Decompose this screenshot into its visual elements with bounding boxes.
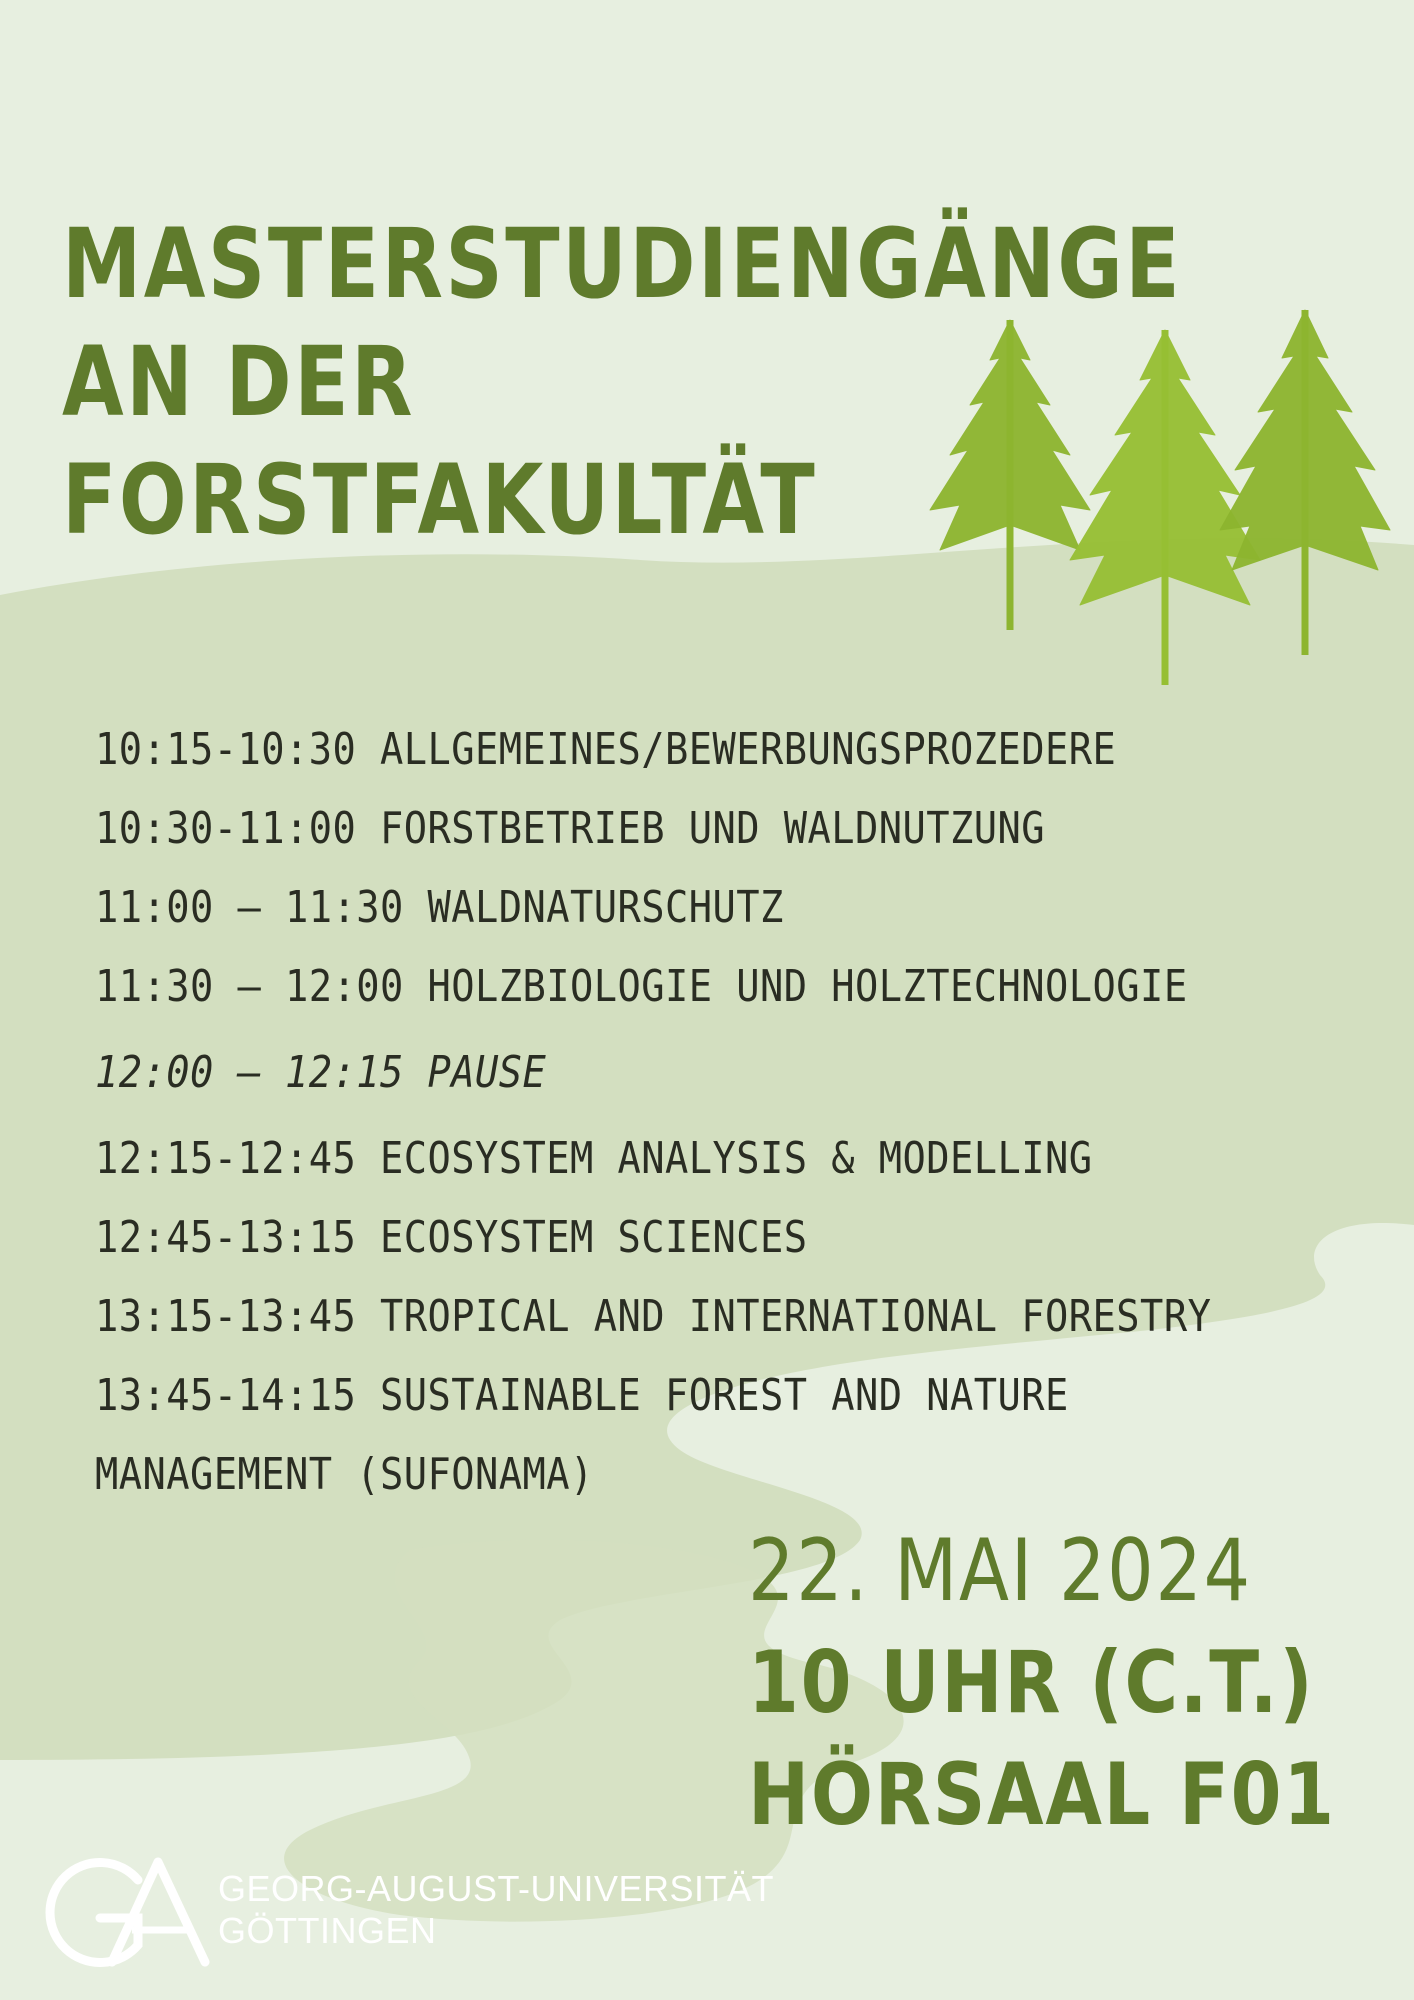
event-room: HÖRSAAL F01 — [748, 1745, 1336, 1845]
tree-icon — [930, 320, 1090, 630]
university-logo-icon — [40, 1850, 220, 1970]
schedule-item: 13:15-13:45 TROPICAL AND INTERNATIONAL FORESTRY — [95, 1291, 1212, 1342]
event-date: 22. MAI 2024 — [748, 1521, 1252, 1621]
university-name-line-2: GÖTTINGEN — [218, 1910, 437, 1951]
event-details — [748, 1515, 1414, 1851]
schedule-item-continuation: MANAGEMENT (SUFONAMA) — [95, 1449, 594, 1500]
schedule-item: 11:00 – 11:30 WALDNATURSCHUTZ — [95, 882, 784, 933]
schedule-item: 10:30-11:00 FORSTBETRIEB UND WALDNUTZUNG — [95, 803, 1046, 854]
title-line-1: MASTERSTUDIENGÄNGE — [62, 208, 1183, 320]
university-name-line-1: GEORG-AUGUST-UNIVERSITÄT — [218, 1868, 775, 1909]
schedule-list — [95, 710, 1355, 1514]
university-name — [218, 1868, 774, 1952]
schedule-item: 11:30 – 12:00 HOLZBIOLOGIE UND HOLZTECHNOLOGIE — [95, 961, 1188, 1012]
schedule-item-pause: 12:00 – 12:15 PAUSE — [95, 1047, 547, 1098]
title-line-2: AN DER — [62, 326, 415, 438]
schedule-item: 13:45-14:15 SUSTAINABLE FOREST AND NATURE — [95, 1370, 1069, 1421]
tree-icon — [1070, 330, 1260, 685]
trees-illustration — [920, 300, 1400, 700]
schedule-item: 10:15-10:30 ALLGEMEINES/BEWERBUNGSPROZEDERE — [95, 724, 1117, 775]
event-time: 10 UHR (C.T.) — [748, 1633, 1315, 1733]
schedule-item: 12:15-12:45 ECOSYSTEM ANALYSIS & MODELLING — [95, 1133, 1093, 1184]
schedule-item: 12:45-13:15 ECOSYSTEM SCIENCES — [95, 1212, 808, 1263]
title-line-3: FORSTFAKULTÄT — [62, 444, 818, 556]
